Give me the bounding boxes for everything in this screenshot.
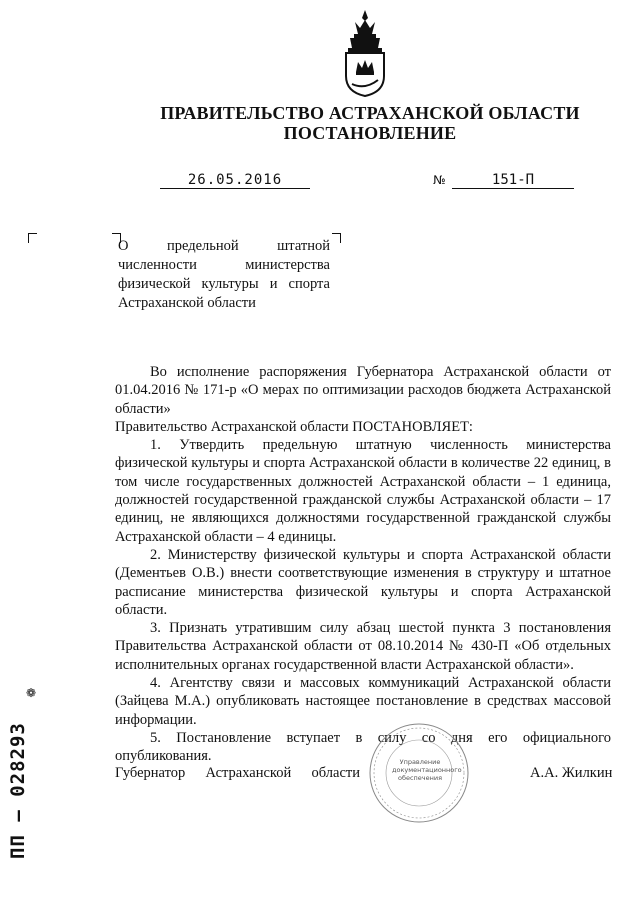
clause-2: 2. Министерству физической культуры и спорта Астраханской области (Дементьев О.В.) внести соответствующие изменения в структуру и штатное расписание министерства физической культуры и спорта Астраханской области. — [115, 546, 611, 618]
number-sign: № — [433, 173, 446, 187]
clause-3: 3. Признать утратившим силу абзац шестой пункта 3 постановления Правительства Астраханской области от 08.10.2014 № 430-П «Об отдельных исполнительных органах государственной власти Астраханской области». — [115, 620, 611, 673]
clause-5: 5. Постановление вступает в силу со дня его официального опубликования. — [115, 729, 611, 765]
signatory-title: Губернатор Астраханской области — [115, 765, 360, 781]
signatory-name: А.А. Жилкин — [530, 765, 613, 781]
coat-of-arms-emblem — [340, 8, 390, 98]
government-title: ПРАВИТЕЛЬСТВО АСТРАХАНСКОЙ ОБЛАСТИ — [160, 103, 580, 123]
serial-ornament-icon: ❁ — [26, 686, 37, 700]
clause-1: 1. Утвердить предельную штатную численность министерства физической культуры и спорта Астраханской области в количестве 22 единиц, в том числе государственных должностей Астраханской области – 1 единица, должностей государственной гражданской службы Астраханской области – 17 единиц, не являющихся должностями государственной гражданской службы Астраханской области – 4 единицы. — [115, 437, 611, 545]
preamble-paragraph: Во исполнение распоряжения Губернатора Астраханской области от 01.04.2016 № 171-р «О мерах по оптимизации расходов бюджета Астраханской области» — [115, 364, 611, 417]
document-number: 151-П — [452, 172, 574, 189]
document-body — [115, 363, 611, 766]
document-date: 26.05.2016 — [160, 172, 310, 189]
document-subject: О предельной штатной численности министерства физической культуры и спорта Астраханской области — [118, 238, 330, 311]
margin-corner-mark — [28, 233, 37, 243]
clause-4: 4. Агентству связи и массовых коммуникаций Астраханской области (Зайцева М.А.) опубликовать настоящее постановление в средствах массовой информации. — [115, 675, 611, 728]
resolution-statement: Правительство Астраханской области ПОСТАНОВЛЯЕТ: — [115, 418, 473, 435]
form-serial-number: ПП – 028293 — [7, 722, 29, 859]
document-type-title: ПОСТАНОВЛЕНИЕ — [283, 123, 457, 143]
seal-text: Управление документационного обеспечения — [392, 758, 462, 782]
subject-corner-mark-right — [332, 233, 341, 243]
